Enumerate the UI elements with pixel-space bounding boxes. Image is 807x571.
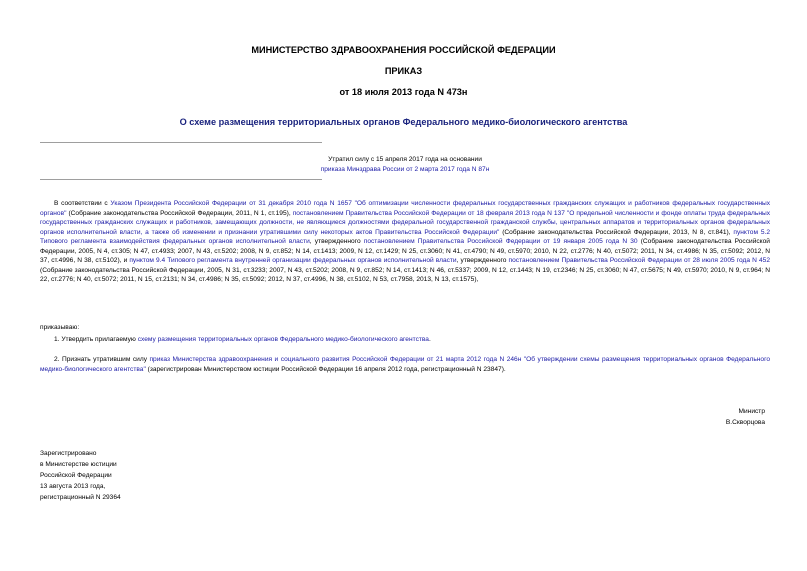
document-type: ПРИКАЗ <box>384 66 423 76</box>
lost-force-text: Утратил силу с 15 апреля 2017 года на основании <box>328 156 482 163</box>
regulation-5-2-link[interactable]: пунктом 5.2 Типового регламента взаимодействия федеральных органов исполнительной власти <box>40 228 770 245</box>
order-item-2 <box>40 355 770 374</box>
registration-line: регистрационный N 29364 <box>40 494 121 501</box>
registration-block <box>40 448 190 503</box>
resolution-137-link[interactable]: постановлением Правительства Российской Федерации от 18 февраля 2013 года N 137 "О предельной численности и фонде оплаты труда федеральных государственных гражданских служащих и работников, замещающих должности, не являющиеся должностями федеральной государственной гражданской службы, центральных аппаратов и территориальных органов федеральных органов исполнительной власти, а также об изменении и признании утратившими силу некоторых актов Правительства Российской Федерации" <box>40 209 770 236</box>
preamble-text: (Собрание законодательства Российской Федерации, 2005, N 4, ст.305; N 47, ст.4933; 2007, N 43, ст.5202; 2008, N 9, ст.852; N 14, ст.1413; 2009, N 12, ст.1429; N 25, ст.3060; N 41, ст.4790; N 49, ст.5970; 2010, N 22, ст.2776; N 40, ст.5072; 2011, N 34, ст.4986; N 35, ст.5092; 2012, N 37, ст.4996, N 38, ст.5102), и <box>40 238 770 264</box>
preamble-text: (Собрание законодательства Российской Федерации, 2013, N 8, ст.841), <box>499 228 734 236</box>
ministry-heading: МИНИСТЕРСТВО ЗДРАВООХРАНЕНИЯ РОССИЙСКОЙ ФЕДЕРАЦИИ <box>251 45 556 55</box>
preamble-paragraph <box>40 199 770 285</box>
document-date-number: от 18 июля 2013 года N 473н <box>339 87 468 97</box>
order-item-text: (зарегистрирован Министерством юстиции Российской Федерации 16 апреля 2012 года, регистрационный N 23847). <box>145 365 506 373</box>
preamble <box>40 199 770 285</box>
preamble-text: , утвержденного <box>456 257 509 264</box>
signature-block <box>645 406 765 428</box>
order-intro: приказываю: <box>40 324 80 331</box>
resolution-30-link[interactable]: постановлением Правительства Российской Федерации от 19 января 2005 года N 30 <box>363 238 638 245</box>
order-item-text: . <box>428 336 431 343</box>
decree-link[interactable]: Указом Президента Российской Федерации от 31 декабря 2010 года N 1657 "Об оптимизации численности федеральных государственных гражданских служащих и работников федеральных государственных органов" <box>40 200 770 217</box>
regulation-9-4-link[interactable]: пунктом 9.4 Типового регламента внутренней организации федеральных органов исполнительной власти <box>129 257 457 264</box>
resolution-452-link[interactable]: постановлением Правительства Российской Федерации от 28 июля 2005 года N 452 <box>508 257 770 264</box>
registration-line: Зарегистрировано <box>40 450 97 457</box>
preamble-text: (Собрание законодательства Российской Федерации, 2005, N 31, ст.3233; 2007, N 43, ст.5202; 2008, N 9, ст.852; N 14, ст.1413; N 46, ст.5337; 2009, N 12, ст.1443; N 19, ст.2346; N 25, ст.3060; N 47, ст.5675; N 49, ст.5970; 2010, N 9, ст.964; N 22, ст.2776; N 40, ст.5072; 2011, N 15, ст.2131; N 34, ст.4986; N 35, ст.5092; 2012, N 37, ст.4996, N 38, ст.5102, N 53, ст.7958, 2013, N 13, ст.1575), <box>40 266 770 283</box>
order-item-text: 1. Утвердить прилагаемую <box>54 336 138 343</box>
document-title: О схеме размещения территориальных органов Федерального медико-биологического агентства <box>179 117 628 127</box>
lost-force-link[interactable]: приказа Минздрава России от 2 марта 2017 года N 87н <box>320 166 490 173</box>
scheme-link[interactable]: схему размещения территориальных органов Федерального медико-биологического агентства <box>137 336 429 343</box>
order-246n-link[interactable]: приказ Министерства здравоохранения и социального развития Российской Федерации от 21 марта 2012 года N 246н "Об утверждении схемы размещения территориальных органов Федерального медико-биологического агентства" <box>40 356 770 373</box>
lost-force-note <box>290 155 520 175</box>
order-item-1 <box>40 335 770 345</box>
divider-bottom <box>40 179 322 180</box>
signature-name: В.Скворцова <box>725 419 765 426</box>
order-item-text: 2. Признать утратившим силу <box>54 356 150 363</box>
registration-line: Российской Федерации <box>40 472 112 479</box>
preamble-text: , утвержденного <box>309 238 364 245</box>
signature-position: Министр <box>738 408 765 415</box>
registration-line: в Министерстве юстиции <box>40 461 117 468</box>
preamble-text: (Собрание законодательства Российской Федерации, 2011, N 1, ст.195), <box>66 209 293 217</box>
registration-line: 13 августа 2013 года, <box>40 483 106 490</box>
preamble-text: В соответствии с <box>54 200 111 207</box>
divider-top <box>40 142 322 143</box>
